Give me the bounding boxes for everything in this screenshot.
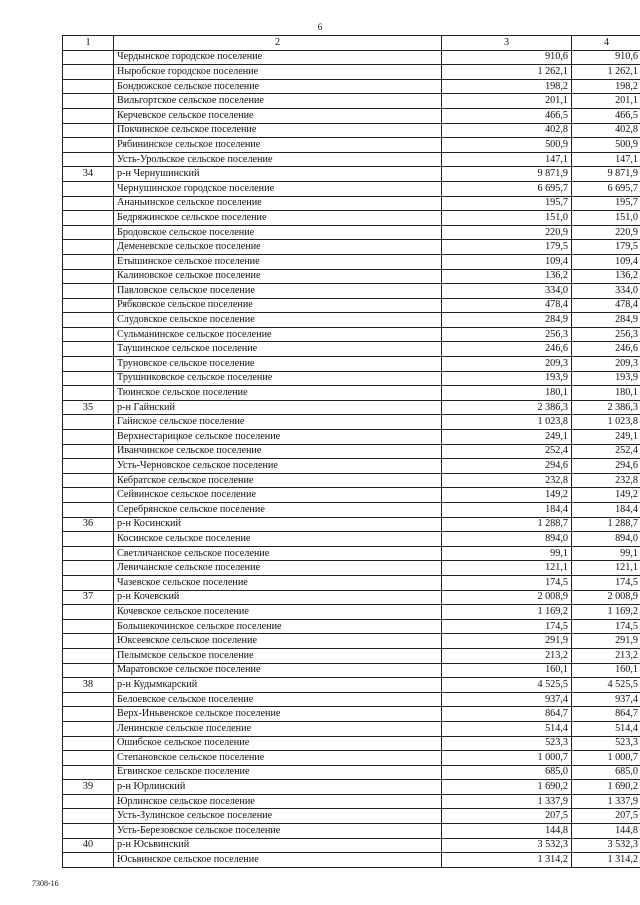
value-col-4: 151,0 — [572, 211, 640, 226]
row-number — [63, 327, 114, 342]
value-col-4: 207,5 — [572, 809, 640, 824]
table-row — [63, 138, 640, 153]
value-col-3: 180,1 — [442, 386, 572, 401]
header-col-1: 1 — [63, 36, 114, 51]
row-number — [63, 794, 114, 809]
value-col-4: 179,5 — [572, 240, 640, 255]
row-number — [63, 736, 114, 751]
settlement-name: р-н Гайнский — [114, 400, 442, 415]
value-col-3: 99,1 — [442, 546, 572, 561]
settlement-name: р-н Юсьвинский — [114, 838, 442, 853]
settlement-name: р-н Кудымкарский — [114, 678, 442, 693]
row-number: 36 — [63, 517, 114, 532]
value-col-3: 523,3 — [442, 736, 572, 751]
settlement-name: Ананьинское сельское поселение — [114, 196, 442, 211]
value-col-3: 147,1 — [442, 152, 572, 167]
value-col-4: 147,1 — [572, 152, 640, 167]
value-col-4: 9 871,9 — [572, 167, 640, 182]
value-col-4: 136,2 — [572, 269, 640, 284]
settlement-name: Большекочинское сельское поселение — [114, 619, 442, 634]
row-number — [63, 196, 114, 211]
settlement-name: р-н Юрлинский — [114, 780, 442, 795]
table-row — [63, 342, 640, 357]
row-number — [63, 371, 114, 386]
settlement-name: Слудовское сельское поселение — [114, 313, 442, 328]
row-number — [63, 605, 114, 620]
value-col-3: 121,1 — [442, 561, 572, 576]
settlement-name: Серебрянское сельское поселение — [114, 503, 442, 518]
value-col-4: 466,5 — [572, 108, 640, 123]
value-col-4: 144,8 — [572, 824, 640, 839]
table-body — [63, 50, 640, 867]
table-row — [63, 517, 640, 532]
value-col-4: 1 337,9 — [572, 794, 640, 809]
settlement-name: Усть-Березовское сельское поселение — [114, 824, 442, 839]
value-col-3: 256,3 — [442, 327, 572, 342]
settlement-name: Бондюжское сельское поселение — [114, 79, 442, 94]
value-col-3: 232,8 — [442, 473, 572, 488]
table-row — [63, 400, 640, 415]
table-row — [63, 532, 640, 547]
row-number — [63, 488, 114, 503]
table-row — [63, 663, 640, 678]
table-row — [63, 561, 640, 576]
settlement-name: Труновское сельское поселение — [114, 357, 442, 372]
row-number — [63, 444, 114, 459]
row-number — [63, 138, 114, 153]
table-row — [63, 444, 640, 459]
table-row — [63, 225, 640, 240]
value-col-3: 1 288,7 — [442, 517, 572, 532]
table-row — [63, 313, 640, 328]
row-number — [63, 809, 114, 824]
value-col-3: 220,9 — [442, 225, 572, 240]
row-number — [63, 503, 114, 518]
row-number: 37 — [63, 590, 114, 605]
value-col-4: 334,0 — [572, 284, 640, 299]
settlement-name: Левичанское сельское поселение — [114, 561, 442, 576]
value-col-4: 6 695,7 — [572, 181, 640, 196]
row-number — [63, 546, 114, 561]
settlement-name: Кебратское сельское поселение — [114, 473, 442, 488]
value-col-4: 284,9 — [572, 313, 640, 328]
value-col-3: 174,5 — [442, 619, 572, 634]
settlement-name: Сейвинское сельское поселение — [114, 488, 442, 503]
value-col-4: 209,3 — [572, 357, 640, 372]
settlement-name: р-н Кочевский — [114, 590, 442, 605]
table-row — [63, 794, 640, 809]
row-number — [63, 94, 114, 109]
table-row — [63, 298, 640, 313]
table-row — [63, 357, 640, 372]
row-number — [63, 765, 114, 780]
table-row — [63, 254, 640, 269]
table-row — [63, 590, 640, 605]
value-col-4: 2 008,9 — [572, 590, 640, 605]
value-col-4: 198,2 — [572, 79, 640, 94]
value-col-3: 910,6 — [442, 50, 572, 65]
value-col-3: 209,3 — [442, 357, 572, 372]
value-col-4: 1 314,2 — [572, 853, 640, 868]
value-col-3: 149,2 — [442, 488, 572, 503]
settlement-name: Етышинское сельское поселение — [114, 254, 442, 269]
row-number — [63, 459, 114, 474]
value-col-4: 1 169,2 — [572, 605, 640, 620]
settlement-name: Косинское сельское поселение — [114, 532, 442, 547]
value-col-3: 291,9 — [442, 634, 572, 649]
value-col-3: 1 337,9 — [442, 794, 572, 809]
value-col-4: 201,1 — [572, 94, 640, 109]
table-row — [63, 473, 640, 488]
table-row — [63, 707, 640, 722]
table-row — [63, 780, 640, 795]
table-row — [63, 269, 640, 284]
row-number — [63, 575, 114, 590]
row-number — [63, 313, 114, 328]
value-col-4: 478,4 — [572, 298, 640, 313]
row-number: 34 — [63, 167, 114, 182]
value-col-4: 523,3 — [572, 736, 640, 751]
value-col-4: 937,4 — [572, 692, 640, 707]
settlement-name: Гайнское сельское поселение — [114, 415, 442, 430]
value-col-3: 144,8 — [442, 824, 572, 839]
row-number — [63, 648, 114, 663]
settlement-name: Тюинское сельское поселение — [114, 386, 442, 401]
value-col-4: 2 386,3 — [572, 400, 640, 415]
settlement-name: Рябковское сельское поселение — [114, 298, 442, 313]
row-number — [63, 707, 114, 722]
table-row — [63, 430, 640, 445]
value-col-4: 864,7 — [572, 707, 640, 722]
table-row — [63, 386, 640, 401]
value-col-4: 1 288,7 — [572, 517, 640, 532]
value-col-3: 201,1 — [442, 94, 572, 109]
row-number — [63, 342, 114, 357]
settlement-name: Пелымское сельское поселение — [114, 648, 442, 663]
budget-table — [62, 35, 640, 868]
row-number — [63, 298, 114, 313]
table-row — [63, 211, 640, 226]
value-col-4: 294,6 — [572, 459, 640, 474]
value-col-4: 232,8 — [572, 473, 640, 488]
value-col-3: 1 262,1 — [442, 65, 572, 80]
header-col-3: 3 — [442, 36, 572, 51]
table-row — [63, 692, 640, 707]
row-number: 39 — [63, 780, 114, 795]
settlement-name: Усть-Зулинское сельское поселение — [114, 809, 442, 824]
settlement-name: Белоевское сельское поселение — [114, 692, 442, 707]
row-number — [63, 225, 114, 240]
settlement-name: Юксеевское сельское поселение — [114, 634, 442, 649]
settlement-name: Таушинское сельское поселение — [114, 342, 442, 357]
table-row — [63, 838, 640, 853]
value-col-3: 213,2 — [442, 648, 572, 663]
settlement-name: Чазевское сельское поселение — [114, 575, 442, 590]
table-row — [63, 459, 640, 474]
settlement-name: Ошибское сельское поселение — [114, 736, 442, 751]
value-col-4: 149,2 — [572, 488, 640, 503]
value-col-4: 180,1 — [572, 386, 640, 401]
row-number — [63, 123, 114, 138]
table-row — [63, 50, 640, 65]
table-row — [63, 634, 640, 649]
settlement-name: Чернушинское городское поселение — [114, 181, 442, 196]
value-col-3: 514,4 — [442, 721, 572, 736]
row-number — [63, 79, 114, 94]
settlement-name: Калиновское сельское поселение — [114, 269, 442, 284]
row-number — [63, 663, 114, 678]
settlement-name: Павловское сельское поселение — [114, 284, 442, 299]
table-row — [63, 751, 640, 766]
table-row — [63, 108, 640, 123]
table-row — [63, 575, 640, 590]
value-col-3: 334,0 — [442, 284, 572, 299]
row-number — [63, 473, 114, 488]
value-col-4: 160,1 — [572, 663, 640, 678]
header-col-2: 2 — [114, 36, 442, 51]
value-col-4: 174,5 — [572, 575, 640, 590]
row-number — [63, 357, 114, 372]
table-row — [63, 619, 640, 634]
row-number — [63, 415, 114, 430]
value-col-4: 213,2 — [572, 648, 640, 663]
value-col-3: 500,9 — [442, 138, 572, 153]
value-col-3: 1 314,2 — [442, 853, 572, 868]
value-col-4: 252,4 — [572, 444, 640, 459]
value-col-3: 195,7 — [442, 196, 572, 211]
header-col-4: 4 — [572, 36, 640, 51]
value-col-3: 179,5 — [442, 240, 572, 255]
value-col-4: 500,9 — [572, 138, 640, 153]
row-number: 38 — [63, 678, 114, 693]
row-number — [63, 386, 114, 401]
value-col-4: 291,9 — [572, 634, 640, 649]
settlement-name: Покчинское сельское поселение — [114, 123, 442, 138]
table-row — [63, 79, 640, 94]
value-col-3: 937,4 — [442, 692, 572, 707]
table-row — [63, 765, 640, 780]
table-row — [63, 65, 640, 80]
row-number — [63, 108, 114, 123]
value-col-3: 207,5 — [442, 809, 572, 824]
value-col-3: 466,5 — [442, 108, 572, 123]
value-col-4: 402,8 — [572, 123, 640, 138]
value-col-3: 193,9 — [442, 371, 572, 386]
table-row — [63, 546, 640, 561]
value-col-4: 514,4 — [572, 721, 640, 736]
row-number — [63, 561, 114, 576]
row-number — [63, 65, 114, 80]
value-col-3: 478,4 — [442, 298, 572, 313]
value-col-4: 193,9 — [572, 371, 640, 386]
table-row — [63, 415, 640, 430]
value-col-3: 252,4 — [442, 444, 572, 459]
value-col-4: 4 525,5 — [572, 678, 640, 693]
value-col-4: 121,1 — [572, 561, 640, 576]
document-code: 7308-16 — [32, 879, 59, 888]
value-col-3: 160,1 — [442, 663, 572, 678]
row-number — [63, 50, 114, 65]
row-number — [63, 254, 114, 269]
settlement-name: Ленинское сельское поселение — [114, 721, 442, 736]
value-col-3: 864,7 — [442, 707, 572, 722]
table-row — [63, 648, 640, 663]
settlement-name: Сульманинское сельское поселение — [114, 327, 442, 342]
settlement-name: Рябининское сельское поселение — [114, 138, 442, 153]
row-number: 35 — [63, 400, 114, 415]
value-col-3: 1 000,7 — [442, 751, 572, 766]
settlement-name: Светличанское сельское поселение — [114, 546, 442, 561]
table-row — [63, 240, 640, 255]
row-number — [63, 824, 114, 839]
row-number — [63, 634, 114, 649]
value-col-3: 246,6 — [442, 342, 572, 357]
value-col-3: 402,8 — [442, 123, 572, 138]
value-col-4: 3 532,3 — [572, 838, 640, 853]
value-col-3: 2 008,9 — [442, 590, 572, 605]
row-number — [63, 430, 114, 445]
table-row — [63, 605, 640, 620]
table-row — [63, 678, 640, 693]
table-row — [63, 824, 640, 839]
table-row — [63, 327, 640, 342]
settlement-name: р-н Косинский — [114, 517, 442, 532]
table-header-row — [63, 36, 640, 51]
value-col-4: 256,3 — [572, 327, 640, 342]
settlement-name: Иванчинское сельское поселение — [114, 444, 442, 459]
settlement-name: Кочевское сельское поселение — [114, 605, 442, 620]
row-number — [63, 619, 114, 634]
value-col-3: 6 695,7 — [442, 181, 572, 196]
row-number — [63, 532, 114, 547]
table-row — [63, 721, 640, 736]
settlement-name: Деменевское сельское поселение — [114, 240, 442, 255]
settlement-name: Чердынское городское поселение — [114, 50, 442, 65]
row-number — [63, 751, 114, 766]
value-col-3: 136,2 — [442, 269, 572, 284]
settlement-name: Усть-Урольское сельское поселение — [114, 152, 442, 167]
value-col-3: 174,5 — [442, 575, 572, 590]
row-number — [63, 269, 114, 284]
value-col-4: 894,0 — [572, 532, 640, 547]
table-row — [63, 167, 640, 182]
value-col-3: 249,1 — [442, 430, 572, 445]
settlement-name: Трушниковское сельское поселение — [114, 371, 442, 386]
row-number — [63, 284, 114, 299]
table-row — [63, 371, 640, 386]
value-col-3: 1 169,2 — [442, 605, 572, 620]
value-col-4: 249,1 — [572, 430, 640, 445]
value-col-3: 685,0 — [442, 765, 572, 780]
settlement-name: Юсьвинское сельское поселение — [114, 853, 442, 868]
value-col-3: 284,9 — [442, 313, 572, 328]
settlement-name: Бродовское сельское поселение — [114, 225, 442, 240]
value-col-3: 151,0 — [442, 211, 572, 226]
table-row — [63, 181, 640, 196]
value-col-3: 3 532,3 — [442, 838, 572, 853]
value-col-3: 2 386,3 — [442, 400, 572, 415]
table-row — [63, 123, 640, 138]
row-number — [63, 211, 114, 226]
value-col-4: 184,4 — [572, 503, 640, 518]
value-col-4: 174,5 — [572, 619, 640, 634]
value-col-3: 9 871,9 — [442, 167, 572, 182]
row-number — [63, 152, 114, 167]
settlement-name: Бедряжинское сельское поселение — [114, 211, 442, 226]
settlement-name: Маратовское сельское поселение — [114, 663, 442, 678]
value-col-3: 1 023,8 — [442, 415, 572, 430]
settlement-name: Усть-Черновское сельское поселение — [114, 459, 442, 474]
table-row — [63, 94, 640, 109]
settlement-name: Вильгортское сельское поселение — [114, 94, 442, 109]
settlement-name: Степановское сельское поселение — [114, 751, 442, 766]
value-col-4: 220,9 — [572, 225, 640, 240]
settlement-name: Юрлинское сельское поселение — [114, 794, 442, 809]
value-col-4: 195,7 — [572, 196, 640, 211]
value-col-4: 1 023,8 — [572, 415, 640, 430]
settlement-name: Верхнестарицкое сельское поселение — [114, 430, 442, 445]
value-col-4: 1 262,1 — [572, 65, 640, 80]
value-col-4: 685,0 — [572, 765, 640, 780]
row-number — [63, 692, 114, 707]
settlement-name: Керчевское сельское поселение — [114, 108, 442, 123]
value-col-3: 894,0 — [442, 532, 572, 547]
value-col-4: 1 690,2 — [572, 780, 640, 795]
value-col-3: 198,2 — [442, 79, 572, 94]
value-col-3: 4 525,5 — [442, 678, 572, 693]
row-number — [63, 853, 114, 868]
value-col-4: 246,6 — [572, 342, 640, 357]
value-col-4: 99,1 — [572, 546, 640, 561]
table-row — [63, 736, 640, 751]
value-col-3: 294,6 — [442, 459, 572, 474]
page-number: 6 — [317, 22, 323, 32]
value-col-4: 910,6 — [572, 50, 640, 65]
row-number — [63, 181, 114, 196]
table-row — [63, 488, 640, 503]
value-col-3: 1 690,2 — [442, 780, 572, 795]
row-number — [63, 240, 114, 255]
value-col-4: 1 000,7 — [572, 751, 640, 766]
settlement-name: р-н Чернушинский — [114, 167, 442, 182]
table-row — [63, 284, 640, 299]
value-col-3: 184,4 — [442, 503, 572, 518]
value-col-3: 109,4 — [442, 254, 572, 269]
table-row — [63, 503, 640, 518]
settlement-name: Ныробское городское поселение — [114, 65, 442, 80]
settlement-name: Егвинское сельское поселение — [114, 765, 442, 780]
table-row — [63, 809, 640, 824]
settlement-name: Верх-Иньвенское сельское поселение — [114, 707, 442, 722]
table-row — [63, 853, 640, 868]
row-number: 40 — [63, 838, 114, 853]
value-col-4: 109,4 — [572, 254, 640, 269]
table-row — [63, 196, 640, 211]
table-row — [63, 152, 640, 167]
row-number — [63, 721, 114, 736]
